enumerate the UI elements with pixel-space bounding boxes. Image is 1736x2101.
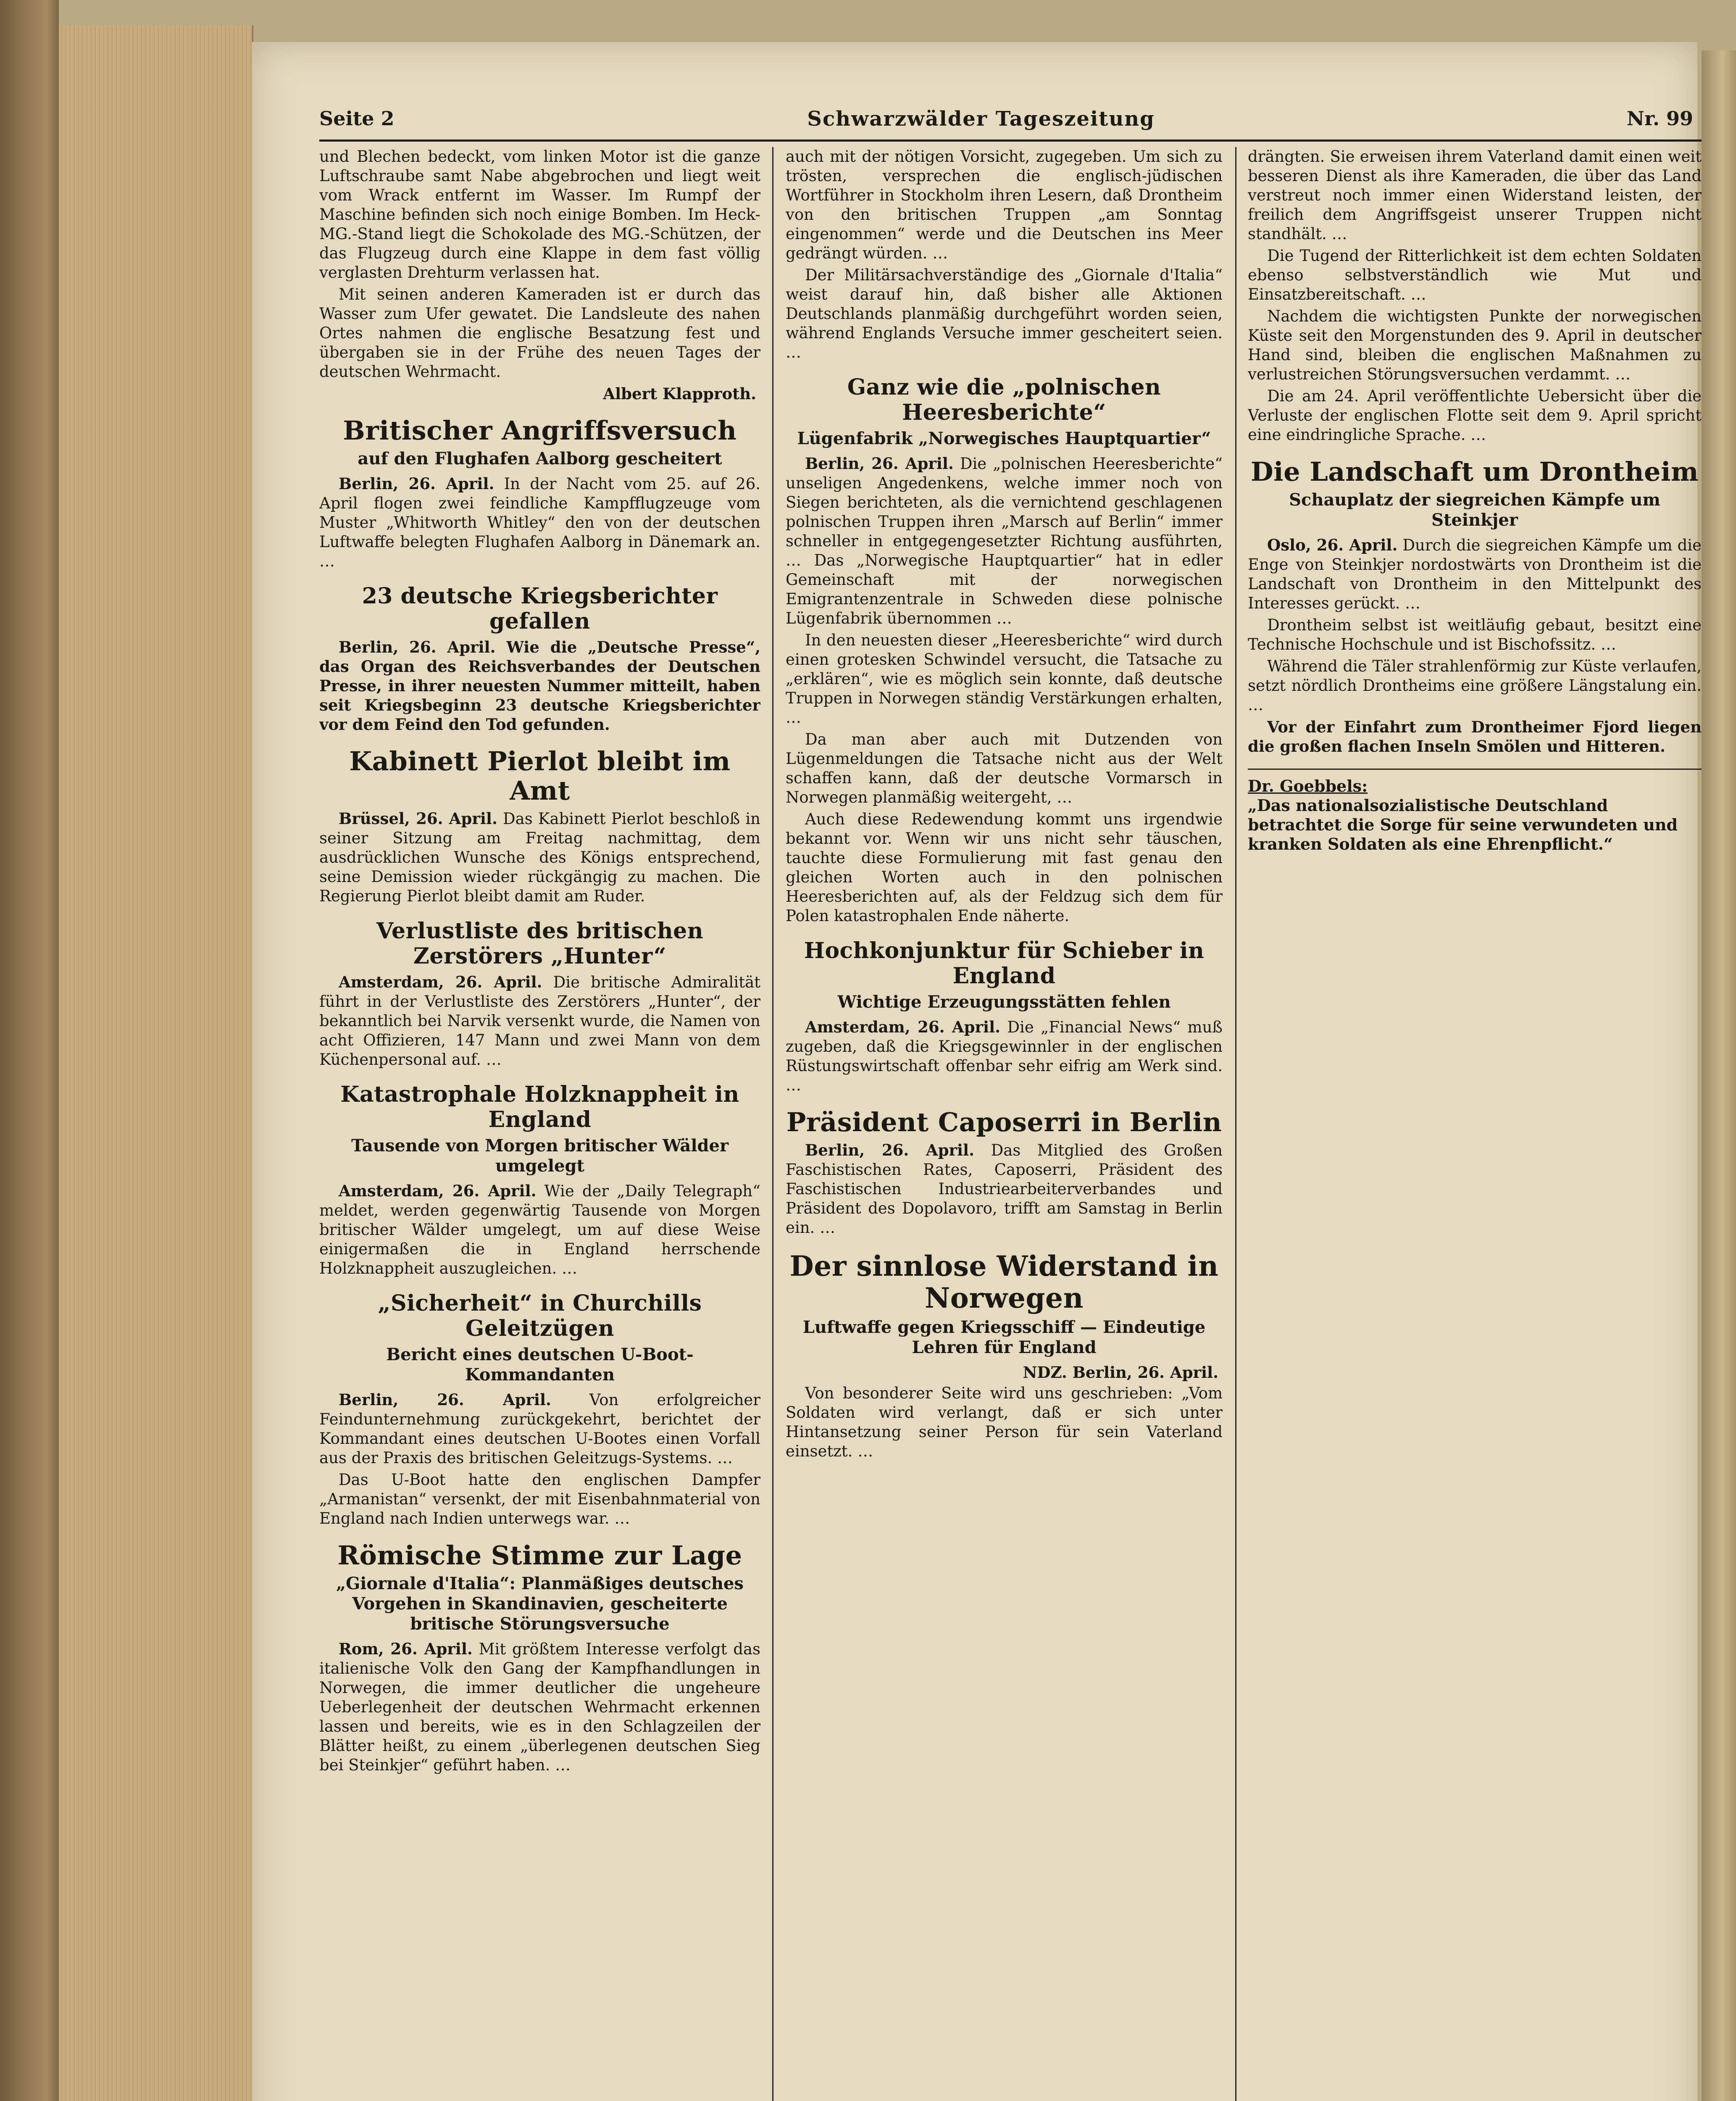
- body-text: Drontheim selbst ist weitläufig gebaut, besitzt eine Technische Hochschule und ist Bischofssitz. …: [1248, 616, 1702, 653]
- subheadline: auf den Flughafen Aalborg gescheitert: [358, 449, 722, 469]
- body-text: Das U-Boot hatte den englischen Dampfer „Armanistan“ versenkt, der mit Eisenbahnmaterial von England nach Indien unterwegs war. …: [319, 1471, 760, 1527]
- next-page-edge-text: [1710, 202, 1731, 2101]
- dateline: NDZ. Berlin, 26. April.: [1023, 1363, 1218, 1382]
- body-text: Die Tugend der Ritterlichkeit ist dem echten Soldaten ebenso selbstverständlich wie Mut und Einsatzbereitschaft. …: [1248, 247, 1702, 303]
- body-text: Da man aber auch mit Dutzenden von Lügenmeldungen die Tatsache nicht aus der Welt schaffen kann, daß der deutsche Vormarsch in Norwegen planmäßig weitergeht, …: [786, 730, 1223, 806]
- body-text: Während die Täler strahlenförmig zur Küste verlaufen, setzt nördlich Drontheims eine größere Längstalung ein. …: [1248, 657, 1702, 714]
- headline: Der sinnlose Widerstand in Norwegen: [789, 1250, 1219, 1314]
- dateline: Oslo, 26. April.: [1267, 536, 1398, 554]
- dateline: Amsterdam, 26. April.: [805, 1018, 1001, 1036]
- subheadline: Lügenfabrik „Norwegisches Hauptquartier“: [797, 429, 1211, 448]
- headline: Katastrophale Holzknappheit in England: [340, 1082, 739, 1132]
- body-text: Die „Financial News“ muß zugeben, daß die Kriegsgewinnler in der englischen Rüstungswirtschaft offenbar sehr eifrig am Werk sind. …: [786, 1018, 1223, 1094]
- page-content: [252, 42, 1702, 2101]
- article-aalborg: [319, 416, 760, 571]
- header-rule: [319, 140, 1702, 142]
- dateline: Berlin, 26. April.: [805, 454, 954, 473]
- column-rule: [1235, 147, 1236, 2101]
- article-schieber: [786, 938, 1223, 1095]
- subheadline: Luftwaffe gegen Kriegsschiff — Eindeutige Lehren für England: [802, 1317, 1206, 1357]
- paper-title: Schwarzwälder Tageszeitung: [807, 107, 1155, 131]
- page-label: Seite 2: [319, 107, 395, 130]
- column-1: [319, 147, 760, 2101]
- headline: „Sicherheit“ in Churchills Geleitzügen: [378, 1290, 702, 1341]
- body-text: drängten. Sie erweisen ihrem Vaterland damit einen weit besseren Dienst als ihre Kameraden, die über das Land verstreut noch immer einen Widerstand leisten, der freilich dem Angriffsgeist unserer Truppen nicht standhält. …: [1248, 147, 1702, 243]
- dateline: Brüssel, 26. April.: [339, 809, 497, 828]
- subheadline: Wichtige Erzeugungsstätten fehlen: [837, 992, 1171, 1012]
- body-text: Von besonderer Seite wird uns geschrieben: „Vom Soldaten wird verlangt, daß er sich unter Hintansetzung seiner Person für sein Vaterland einsetzt. …: [786, 1384, 1223, 1460]
- body-text: Wie der „Daily Telegraph“ meldet, werden gegenwärtig Tausende von Morgen britischer Wälder umgelegt, um auf diese Weise einigermaßen die in England herrschende Holzknappheit auszugleichen. …: [319, 1182, 760, 1277]
- body-text: Vor der Einfahrt zum Drontheimer Fjord liegen die großen flachen Inseln Smölen und Hitteren.: [1248, 718, 1702, 756]
- subheadline: „Giornale d'Italia“: Planmäßiges deutsches Vorgehen in Skandinavien, gescheiterte britische Störungsversuche: [336, 1574, 744, 1634]
- body-text: und Blechen bedeckt, vom linken Motor ist die ganze Luftschraube samt Nabe abgebrochen und liegt weit vom Wrack entfernt im Wasser. Im Rumpf der Maschine befinden sich noch einige Bomben. Im Heck-MG.-Stand liegt die Schokolade des MG.-Schützen, der das Flugzeug durch eine Klappe in dem fast völlig verglasten Drehturm verlassen hat.: [319, 147, 760, 282]
- body-text: Das Kabinett Pierlot beschloß in seiner Sitzung am Freitag nachmittag, dem ausdrücklichen Wunsche des Königs entsprechend, seine Demission wieder rückgängig zu machen. Die Regierung Pierlot bleibt damit am Ruder.: [319, 810, 760, 905]
- body-text: Die britische Admiralität führt in der Verlustliste des Zerstörers „Hunter“, der bekanntlich bei Narvik versenkt wurde, die Namen von acht Offizieren, 147 Mann und zwei Mann von dem Küchenpersonal auf. …: [319, 973, 760, 1069]
- subheadline: Bericht eines deutschen U-Boot-Kommandanten: [386, 1345, 694, 1385]
- article-widerstand-norwegen: [786, 1250, 1223, 1461]
- dateline: Amsterdam, 26. April.: [339, 973, 542, 991]
- headline: Präsident Caposerri in Berlin: [786, 1107, 1222, 1137]
- quote-text: „Das nationalsozialistische Deutschland betrachtet die Sorge für seine verwundeten und kranken Soldaten als eine Ehrenpflicht.“: [1248, 796, 1678, 853]
- body-text: auch mit der nötigen Vorsicht, zugegeben. Um sich zu trösten, versprechen die englisch-jüdischen Wortführer in Stockholm ihren Lesern, daß Drontheim von den britischen Truppen „am Sonntag eingenommen“ werde und die Deutschen ins Meer gedrängt würden. …: [786, 147, 1223, 262]
- subheadline: Schauplatz der siegreichen Kämpfe um Steinkjer: [1289, 490, 1660, 530]
- article-continuation: [786, 147, 1223, 362]
- article-continuation: [319, 147, 760, 403]
- running-head: [319, 107, 1693, 137]
- article-polnische-heeresberichte: [786, 375, 1223, 926]
- article-holzknappheit: [319, 1082, 760, 1278]
- article-hunter: [319, 919, 760, 1069]
- article-geleitzuege: [319, 1291, 760, 1528]
- article-landschaft-drontheim: [1248, 457, 1702, 756]
- headline: Römische Stimme zur Lage: [337, 1540, 742, 1571]
- issue-number: Nr. 99: [1626, 107, 1693, 130]
- headline: Britischer Angriffsversuch: [343, 415, 737, 446]
- dateline: Amsterdam, 26. April.: [339, 1182, 537, 1200]
- headline: Die Landschaft um Drontheim: [1250, 456, 1699, 487]
- dateline: Rom, 26. April.: [339, 1640, 473, 1658]
- body-text: Das Mitglied des Großen Faschistischen Rates, Caposerri, Präsident des Faschistischen Industriearbeiterverbandes und Präsident des Dopolavoro, trifft am Samstag in Berlin ein. …: [786, 1141, 1223, 1237]
- dateline: Berlin, 26. April.: [805, 1141, 974, 1159]
- book-spine: [0, 0, 59, 2101]
- bound-page-stack: [59, 25, 253, 2101]
- dateline: Berlin, 26. April.: [339, 1390, 551, 1409]
- body-text: Wie die „Deutsche Presse“, das Organ des Reichsverbandes der Deutschen Presse, in ihrer neuesten Nummer mitteilt, haben seit Kriegsbeginn 23 deutsche Kriegsberichter vor dem Feind den Tod gefunden.: [319, 638, 760, 734]
- article-roemische-stimme: [319, 1541, 760, 1775]
- body-text: Auch diese Redewendung kommt uns irgendwie bekannt vor. Wenn wir uns nicht sehr täuschen, tauchte diese Formulierung mit fast genau den gleichen Worten auch in den polnischen Heeresberichten auf, als der Feldzug sich dem für Polen katastrophalen Ende näherte.: [786, 810, 1223, 925]
- body-text: Der Militärsachverständige des „Giornale d'Italia“ weist darauf hin, daß bisher alle Aktionen Deutschlands planmäßig durchgeführt worden seien, während Englands Versuche immer gescheitert seien. …: [786, 266, 1223, 361]
- body-text: Die am 24. April veröffentlichte Uebersicht über die Verluste der englischen Flotte seit dem 9. April spricht eine eindringliche Sprache. …: [1248, 387, 1702, 444]
- article-kriegsberichter: [319, 584, 760, 734]
- article-caposerri: [786, 1108, 1223, 1237]
- body-text: Die „polnischen Heeresberichte“ unseligen Angedenkens, welche immer noch von Siegen berichteten, als die vernichtend geschlagenen polnischen Truppen ihren „Marsch auf Berlin“ immer schneller in entgegengesetzter Richtung ausführten, … Das „Norwegische Hauptquartier“ hat in edler Gemeinschaft mit der norwegischen Emigrantenzentrale in Schweden diese polnische Lügenfabrik übernommen …: [786, 455, 1223, 627]
- article-continuation: [1248, 147, 1702, 445]
- body-text: In der Nacht vom 25. auf 26. April flogen zwei feindliche Kampfflugzeuge vom Muster „Whitworth Whitley“ den von der deutschen Luftwaffe belegten Flughafen Aalborg in Dänemark an. …: [319, 475, 760, 570]
- body-text: Nachdem die wichtigsten Punkte der norwegischen Küste seit den Morgenstunden des 9. April in deutscher Hand sind, bleiben die englischen Maßnahmen zu verlustreichen Störungsversuchen verdammt. …: [1248, 307, 1702, 383]
- headline: Hochkonjunktur für Schieber in England: [804, 938, 1205, 989]
- column-2: [786, 147, 1223, 2101]
- byline: Albert Klapproth.: [603, 384, 756, 403]
- quote-box: [1248, 769, 1702, 854]
- subheadline: Tausende von Morgen britischer Wälder umgelegt: [351, 1136, 729, 1176]
- body-text: Mit seinen anderen Kameraden ist er durch das Wasser zum Ufer gewatet. Die Landsleute des nahen Ortes nahmen die englische Besatzung fest und übergaben sie in der Frühe des neuen Tages der deutschen Wehrmacht.: [319, 285, 760, 381]
- headline: Kabinett Pierlot bleibt im Amt: [349, 746, 731, 806]
- dateline: Berlin, 26. April.: [339, 638, 496, 656]
- body-text: Mit größtem Interesse verfolgt das italienische Volk den Gang der Kampfhandlungen in Norwegen, die immer deutlicher die ungeheure Ueberlegenheit der deutschen Wehrmacht erkennen lassen und bereits, wie es in den Schlagzeilen der Blätter heißt, zu einem „überlegenen deutschen Sieg bei Steinkjer“ geführt haben. …: [319, 1640, 760, 1774]
- column-rule: [772, 147, 773, 2101]
- dateline: Berlin, 26. April.: [339, 474, 494, 493]
- headline: 23 deutsche Kriegsberichter gefallen: [362, 583, 718, 634]
- body-text: In den neuesten dieser „Heeresberichte“ wird durch einen grotesken Schwindel versucht, die Tatsache zu „erklären“, wie es möglich sein konnte, daß deutsche Truppen in Norwegen ständig Verstärkungen erhalten, …: [786, 631, 1223, 727]
- body-text: Durch die siegreichen Kämpfe um die Enge von Steinkjer nordostwärts von Drontheim ist die Landschaft von Drontheim in den Mittelpunkt des Interesses gerückt. …: [1248, 536, 1702, 612]
- article-pierlot: [319, 747, 760, 906]
- column-3: [1248, 147, 1702, 2101]
- headline: Verlustliste des britischen Zerstörers „Hunter“: [376, 918, 704, 969]
- quote-attribution: Dr. Goebbels:: [1248, 777, 1368, 795]
- headline: Ganz wie die „polnischen Heeresberichte“: [847, 374, 1161, 425]
- body-text: Von erfolgreicher Feindunternehmung zurückgekehrt, berichtet der Kommandant eines deutschen U-Bootes einen Vorfall aus der Praxis des britischen Geleitzugs-Systems. …: [319, 1391, 760, 1467]
